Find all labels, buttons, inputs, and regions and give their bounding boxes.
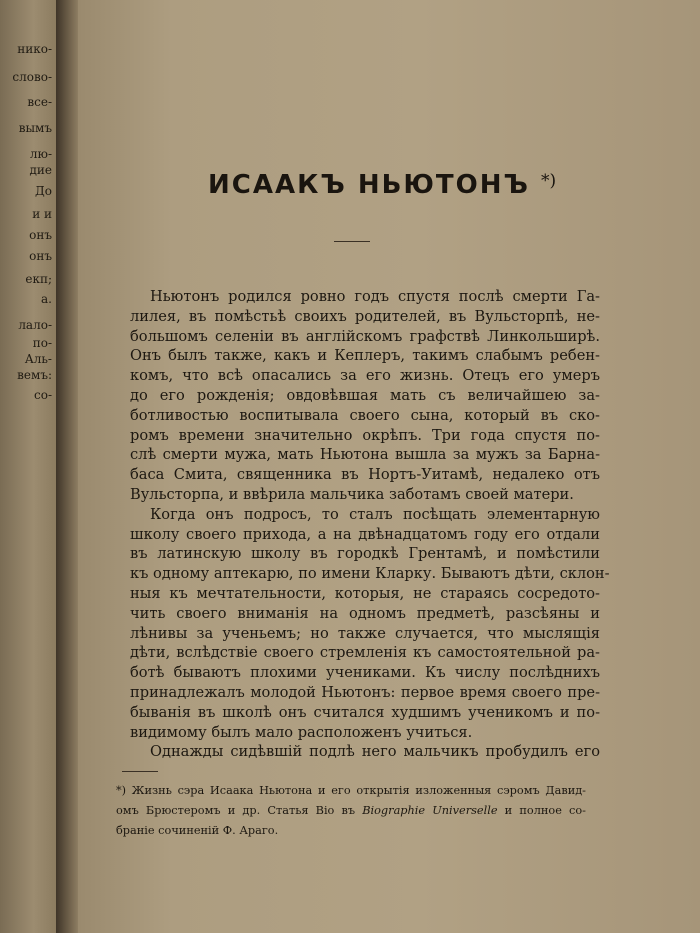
- previous-page-fragment: екп;: [25, 272, 52, 286]
- title-divider: [334, 241, 370, 242]
- previous-page-fragment: нико-: [17, 42, 52, 56]
- body-line: къ одному аптекарю, по имени Кларку. Бываютъ дѣти, склон-: [130, 565, 610, 582]
- footnote-line: браніе сочиненій Ф. Араго.: [116, 824, 279, 837]
- body-line: слѣ смерти мужа, мать Ньютона вышла за мужъ за Барна-: [130, 446, 600, 463]
- previous-page-fragment: дие: [29, 163, 52, 177]
- body-line: чить своего вниманія на одномъ предметѣ, разсѣяны и: [130, 605, 600, 622]
- body-line: видимому былъ мало расположенъ учиться.: [130, 724, 473, 741]
- body-line: школу своего прихода, а на двѣнадцатомъ году его отдали: [130, 526, 600, 543]
- body-line: быванія въ школѣ онъ считался худшимъ ученикомъ и по-: [130, 704, 600, 721]
- body-line: ботливостью воспитывала своего сына, который въ ско-: [130, 407, 600, 424]
- previous-page-fragment: Аль-: [24, 352, 52, 366]
- previous-page-fragment: слово-: [12, 70, 52, 84]
- previous-page-fragment: вымъ: [18, 121, 52, 135]
- previous-page-fragment: лало-: [18, 318, 52, 332]
- footnote-text: и полное со-: [497, 804, 586, 817]
- page-title: [208, 170, 556, 200]
- body-line: Вульсторпа, и ввѣрила мальчика заботамъ своей матери.: [130, 486, 574, 503]
- previous-page-fragment: онъ: [29, 228, 52, 242]
- previous-page-fragment: со-: [34, 388, 52, 402]
- footnote-line: *) Жизнь сэра Исаака Ньютона и его открытія изложенныя сэромъ Давид-: [116, 784, 586, 797]
- previous-page-fragment: все-: [27, 95, 52, 109]
- body-line: дѣти, вслѣдствіе своего стремленія къ самостоятельной ра-: [130, 644, 600, 661]
- title-text: ИСААКЪ НЬЮТОНЪ: [208, 170, 530, 200]
- main-page: [78, 0, 700, 933]
- body-line: ботѣ бываютъ плохими учениками. Къ числу послѣднихъ: [130, 664, 600, 681]
- previous-page-fragment: онъ: [29, 249, 52, 263]
- body-line: Когда онъ подросъ, то сталъ посѣщать элементарную: [150, 506, 600, 523]
- body-line: Ньютонъ родился ровно годъ спустя послѣ смерти Га-: [150, 288, 600, 305]
- previous-page-edge: [0, 0, 56, 933]
- body-line: Однажды сидѣвшій подлѣ него мальчикъ пробудилъ его: [150, 743, 600, 760]
- footnote-italic-title: Biographie Universelle: [362, 804, 498, 817]
- book-gutter: [56, 0, 78, 933]
- previous-page-fragment: а.: [41, 292, 52, 306]
- body-line: комъ, что всѣ опасались за его жизнь. Отецъ его умеръ: [130, 367, 600, 384]
- body-line: въ латинскую школу въ городкѣ Грентамѣ, и помѣстили: [130, 545, 600, 562]
- footnote-text: омъ Брюстеромъ и др. Статья Віо въ: [116, 804, 363, 817]
- footnote-divider: [122, 771, 158, 772]
- previous-page-fragment: До: [35, 184, 52, 198]
- body-line: баса Смита, священника въ Нортъ-Уитамѣ, недалеко отъ: [130, 466, 600, 483]
- previous-page-fragment: по-: [32, 336, 52, 350]
- body-line: лилея, въ помѣстьѣ своихъ родителей, въ Вульсторпѣ, не-: [130, 308, 600, 325]
- footnote-line: [116, 802, 586, 820]
- body-line: до его рожденія; овдовѣвшая мать съ величайшею за-: [130, 387, 600, 404]
- body-line: лѣнивы за ученьемъ; но также случается, что мыслящія: [130, 625, 600, 642]
- body-line: Онъ былъ также, какъ и Кеплеръ, такимъ слабымъ ребен-: [130, 347, 600, 364]
- body-line: большомъ селеніи въ англійскомъ графствѣ Линкольширѣ.: [130, 328, 600, 345]
- previous-page-fragment: и и: [32, 207, 52, 221]
- body-line: принадлежалъ молодой Ньютонъ: первое время своего пре-: [130, 684, 600, 701]
- body-line: ныя къ мечтательности, которыя, не стараясь сосредото-: [130, 585, 600, 602]
- body-line: ромъ времени значительно окрѣпъ. Три года спустя по-: [130, 427, 600, 444]
- previous-page-fragment: вемъ:: [17, 368, 52, 382]
- title-footnote-marker: *): [541, 171, 557, 191]
- previous-page-fragment: лю-: [29, 147, 52, 161]
